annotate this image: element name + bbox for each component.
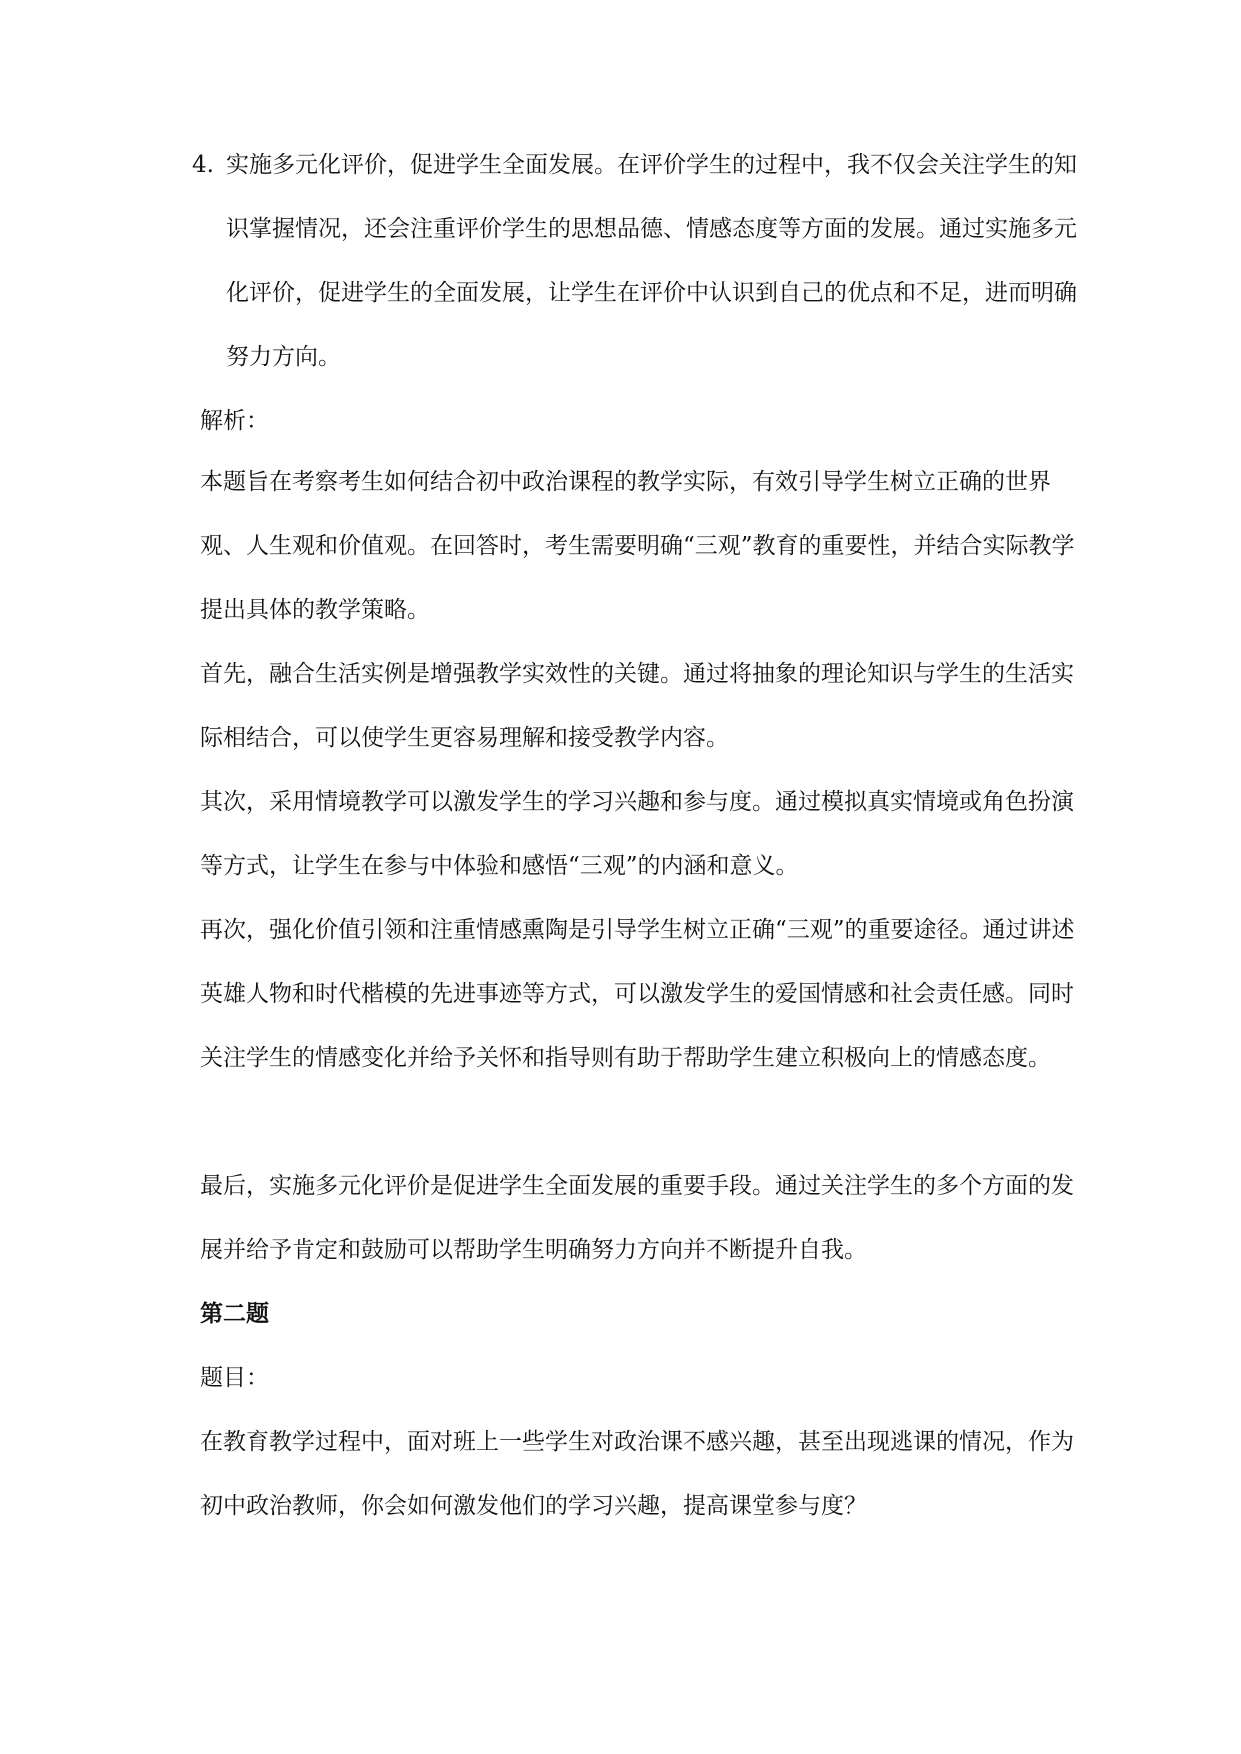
analysis-paragraph-2: 首先，融合生活实例是增强教学实效性的关键。通过将抽象的理论知识与学生的生活实际相结合，可以使学生更容易理解和接受教学内容。 bbox=[200, 661, 1074, 751]
question-2-label: 题目： bbox=[200, 1365, 269, 1391]
list-item-text: 实施多元化评价，促进学生全面发展。在评价学生的过程中，我不仅会关注学生的知识掌握情况，还会注重评价学生的思想品德、情感态度等方面的发展。通过实施多元化评价，促进学生的全面发展，让学生在评价中认识到自己的优点和不足，进而明确努力方向。 bbox=[226, 152, 1077, 370]
question-2-heading: 第二题 bbox=[200, 1300, 269, 1327]
analysis-paragraph-4: 再次，强化价值引领和注重情感熏陶是引导学生树立正确“三观”的重要途径。通过讲述英雄人物和时代楷模的先进事迹等方式，可以激发学生的爱国情感和社会责任感。同时关注学生的情感变化并给予关怀和指导则有助于帮助学生建立积极向上的情感态度。 bbox=[200, 917, 1075, 1071]
analysis-paragraph-3: 其次，采用情境教学可以激发学生的学习兴趣和参与度。通过模拟真实情境或角色扮演等方式，让学生在参与中体验和感悟“三观”的内涵和意义。 bbox=[200, 789, 1074, 879]
list-item-number: 4. bbox=[192, 152, 214, 178]
question-2-text: 在教育教学过程中，面对班上一些学生对政治课不感兴趣，甚至出现逃课的情况，作为初中政治教师，你会如何激发他们的学习兴趣，提高课堂参与度？ bbox=[200, 1429, 1074, 1519]
analysis-label: 解析： bbox=[200, 408, 269, 434]
analysis-paragraph-5: 最后，实施多元化评价是促进学生全面发展的重要手段。通过关注学生的多个方面的发展并给予肯定和鼓励可以帮助学生明确努力方向并不断提升自我。 bbox=[200, 1173, 1074, 1263]
analysis-paragraph-1: 本题旨在考察考生如何结合初中政治课程的教学实际，有效引导学生树立正确的世界观、人生观和价值观。在回答时，考生需要明确“三观”教育的重要性，并结合实际教学提出具体的教学策略。 bbox=[200, 469, 1075, 623]
